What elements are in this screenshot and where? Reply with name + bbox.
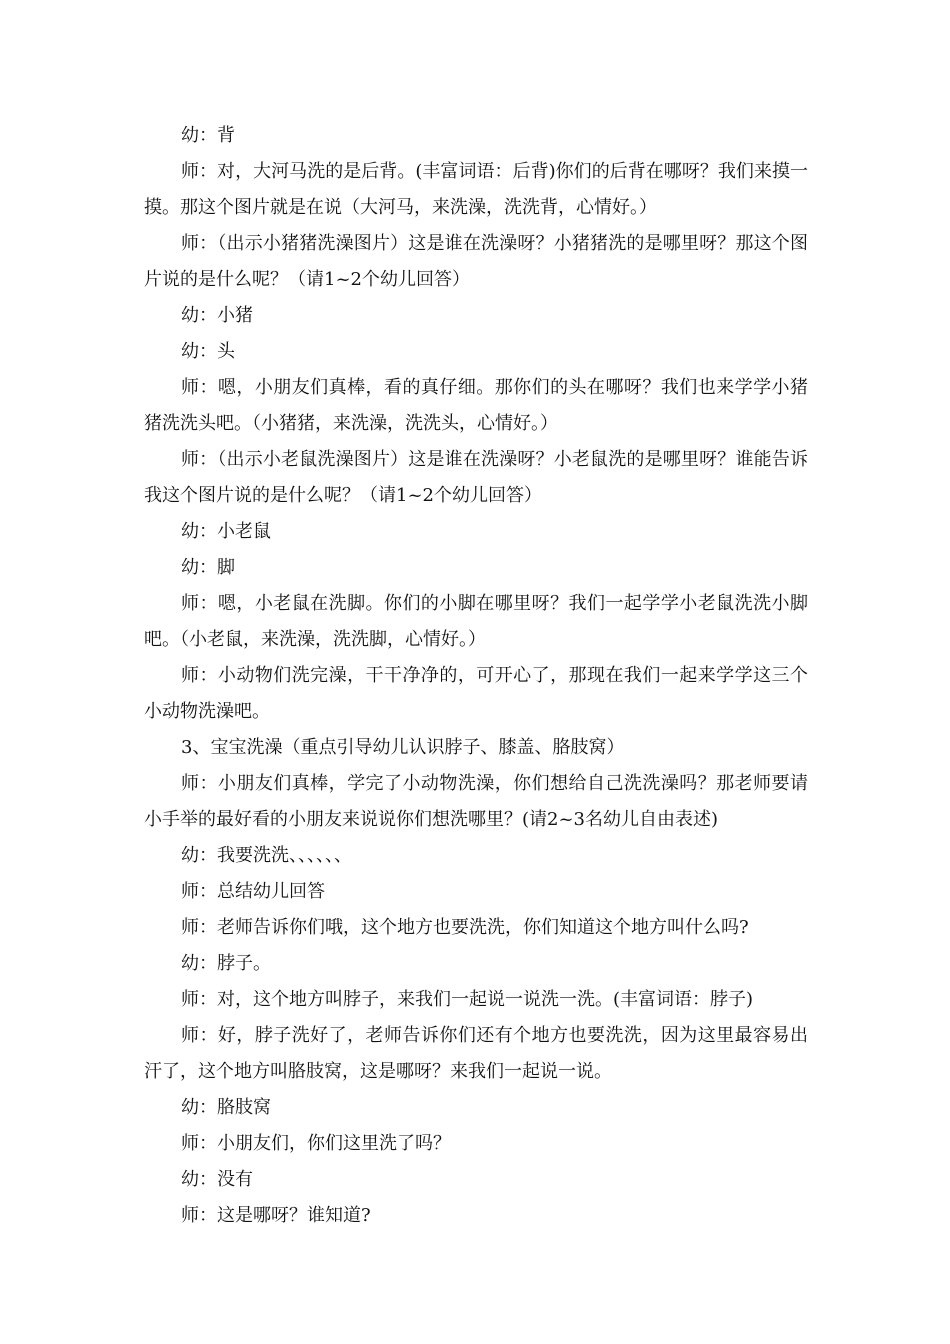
- paragraph: 幼：脚: [181, 557, 235, 578]
- paragraph: 师：小朋友们，你们这里洗了吗？: [181, 1133, 451, 1154]
- document-body: [144, 118, 808, 1234]
- paragraph: 师：（出示小老鼠洗澡图片）这是谁在洗澡呀？小老鼠洗的是哪里呀？谁能告诉我这个图片说的是什么呢？（请1~2个幼儿回答）: [144, 449, 808, 506]
- paragraph: 师：小动物们洗完澡，干干净净的，可开心了，那现在我们一起来学学这三个小动物洗澡吧。: [144, 665, 808, 722]
- paragraph: 幼：背: [181, 125, 235, 146]
- paragraph: 师：嗯，小朋友们真棒，看的真仔细。那你们的头在哪呀？我们也来学学小猪猪洗洗头吧。（小猪猪，来洗澡，洗洗头，心情好。）: [144, 377, 808, 434]
- paragraph: 师：嗯，小老鼠在洗脚。你们的小脚在哪里呀？我们一起学学小老鼠洗洗小脚吧。（小老鼠，来洗澡，洗洗脚，心情好。）: [144, 593, 808, 650]
- section-heading: 3、宝宝洗澡（重点引导幼儿认识脖子、膝盖、胳肢窝）: [181, 737, 625, 758]
- paragraph: 师：这是哪呀？谁知道?: [181, 1205, 371, 1226]
- paragraph: 师：（出示小猪猪洗澡图片）这是谁在洗澡呀？小猪猪洗的是哪里呀？那这个图片说的是什么呢？（请1~2个幼儿回答）: [144, 233, 808, 290]
- paragraph: 师：好，脖子洗好了，老师告诉你们还有个地方也要洗洗，因为这里最容易出汗了，这个地方叫胳肢窝，这是哪呀？来我们一起说一说。: [144, 1025, 808, 1082]
- paragraph: 幼：我要洗洗、、、、、、: [181, 845, 352, 866]
- paragraph: 幼：没有: [181, 1169, 253, 1190]
- paragraph: 幼：胳肢窝: [181, 1097, 271, 1118]
- paragraph: 师：对，这个地方叫脖子，来我们一起说一说洗一洗。(丰富词语：脖子): [181, 989, 754, 1010]
- paragraph: 师：对，大河马洗的是后背。(丰富词语：后背)你们的后背在哪呀？我们来摸一摸。那这个图片就是在说（大河马，来洗澡，洗洗背，心情好。）: [144, 161, 808, 218]
- paragraph: 幼：脖子。: [181, 953, 271, 974]
- paragraph: 师：老师告诉你们哦，这个地方也要洗洗，你们知道这个地方叫什么吗?: [181, 917, 749, 938]
- paragraph: 师：小朋友们真棒，学完了小动物洗澡，你们想给自己洗洗澡吗？那老师要请小手举的最好看的小朋友来说说你们想洗哪里？(请2~3名幼儿自由表述): [144, 773, 808, 830]
- paragraph: 幼：小猪: [181, 305, 253, 326]
- paragraph: 幼：小老鼠: [181, 521, 271, 542]
- paragraph: 师：总结幼儿回答: [181, 881, 325, 902]
- paragraph: 幼：头: [181, 341, 235, 362]
